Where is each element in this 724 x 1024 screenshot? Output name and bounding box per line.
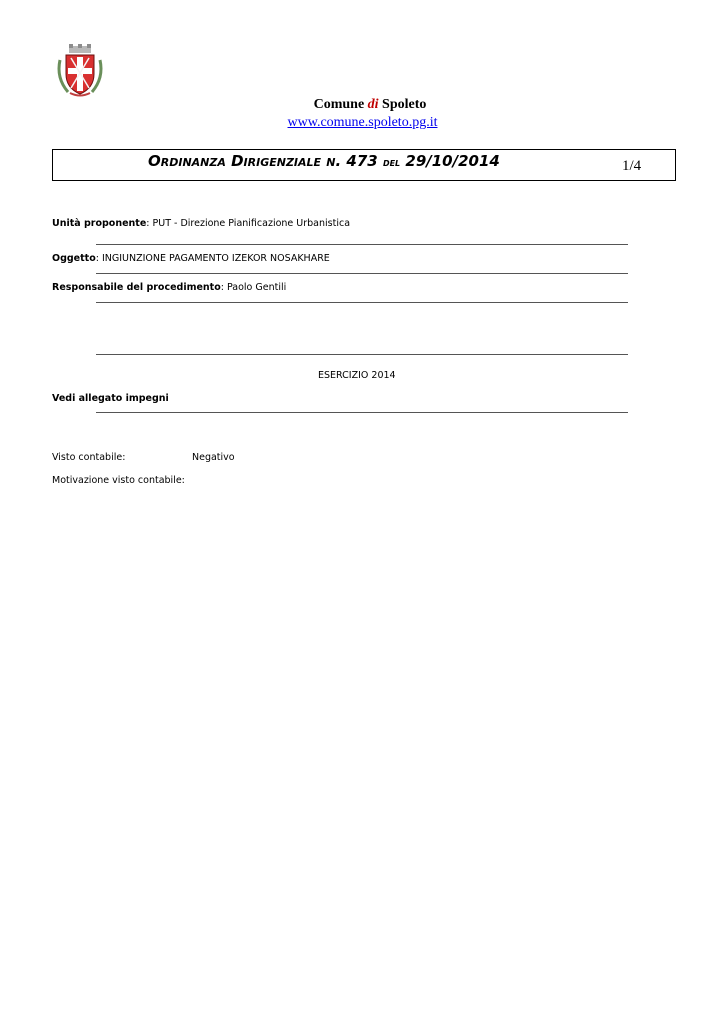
municipality-name xyxy=(250,97,490,113)
divider-rule xyxy=(96,244,628,245)
visto-contabile-value: Negativo xyxy=(192,452,235,463)
divider-rule xyxy=(96,354,628,355)
unita-proponente-label: Unità proponente xyxy=(52,218,147,229)
motivazione-label: Motivazione visto contabile: xyxy=(52,475,185,486)
ordinance-label: Ordinanza Dirigenziale n. xyxy=(148,152,342,170)
responsabile-value: : Paolo Gentili xyxy=(220,282,287,293)
municipality-prefix: Comune xyxy=(313,97,365,112)
oggetto-value: : INGIUNZIONE PAGAMENTO IZEKOR NOSAKHARE xyxy=(95,253,330,264)
responsabile-label: Responsabile del procedimento xyxy=(52,282,221,293)
divider-rule xyxy=(96,302,628,303)
unita-proponente-value: : PUT - Direzione Pianificazione Urbanistica xyxy=(146,218,351,229)
website-link[interactable]: www.comune.spoleto.pg.it xyxy=(287,115,438,130)
ordinance-number: 473 xyxy=(346,152,378,170)
divider-rule xyxy=(96,412,628,413)
unita-proponente-row xyxy=(52,218,350,229)
oggetto-row xyxy=(52,253,330,264)
divider-rule xyxy=(96,273,628,274)
ordinance-title xyxy=(148,152,500,170)
oggetto-label: Oggetto xyxy=(52,253,96,264)
municipality-city: Spoleto xyxy=(382,97,427,112)
responsabile-row xyxy=(52,282,286,293)
ordinance-date: 29/10/2014 xyxy=(405,152,500,170)
visto-contabile-label: Visto contabile: xyxy=(52,452,126,463)
vedi-allegato-label: Vedi allegato impegni xyxy=(52,393,169,404)
municipality-di: di xyxy=(367,97,379,112)
ordinance-del: del xyxy=(382,156,401,169)
esercizio-label: ESERCIZIO 2014 xyxy=(318,370,396,381)
vedi-allegato-row xyxy=(52,393,169,404)
page-count: 1/4 xyxy=(622,158,642,174)
coat-of-arms-logo xyxy=(52,44,108,98)
